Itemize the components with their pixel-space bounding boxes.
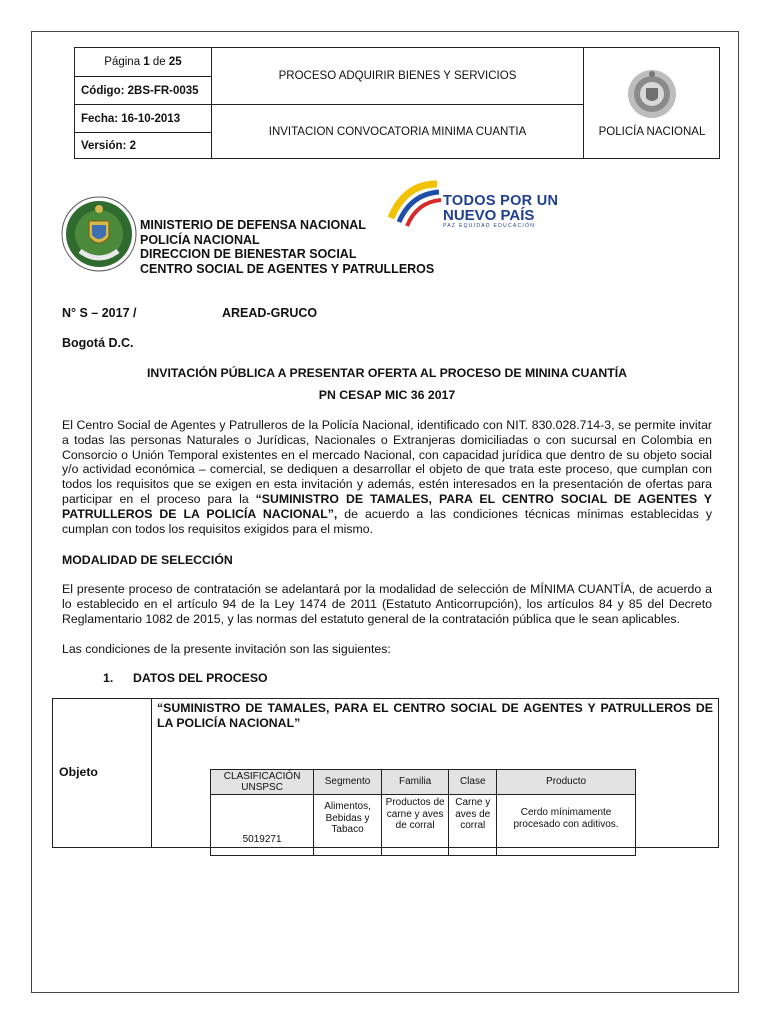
unspsc-header: CLASIFICACIÓN UNSPSC [211,770,314,795]
intro-text-end: de acuerdo a las condiciones técnicas mínimas establecidas y cumplan con todos los requisitos exigidos para el mismo. [62,506,712,536]
org-line: MINISTERIO DE DEFENSA NACIONAL [140,218,366,232]
intro-object-bold: “SUMINISTRO DE TAMALES, PARA EL CENTRO SOCIAL DE AGENTES Y PATRULLEROS DE LA POLICÍA NACIONAL”, [62,491,712,521]
unspsc-code: 5019271 [211,795,314,856]
conditions-text: Las condiciones de la presente invitación son las siguientes: [62,642,391,656]
page-indicator [75,48,211,76]
reference-number: N° S – 2017 / [62,306,137,320]
police-logo-cell [583,48,719,158]
document-code: Código: 2BS-FR-0035 [75,76,211,104]
document-header-table [74,47,720,159]
slogan-line2: NUEVO PAÍS [443,207,535,224]
document-date: Fecha: 16-10-2013 [75,104,211,132]
intro-text: El Centro Social de Agentes y Patrulleros de la Policía Nacional, identificado con NIT. 830.028.714-3, se permite invitar a todas las personas Naturales o Jurídicas, Nacionales o Extranjeras domiciliadas o con sucursal en Colombia en Consorcio o Unión Temporal existentes en el mercado Nacional, con capacidad jurídica que dentro de su objeto social y/o actividad económica – comercial, se dediquen a desarrollar el objeto de que trata este proceso, que cumplan con todos los requisitos que se exigen en esta invitación y además, estén interesados en la presentación de ofertas para participar en el proceso para la [62,418,712,506]
page-total: 25 [168,56,182,68]
document-version: Versión: 2 [75,132,211,158]
unspsc-table [210,769,636,856]
unspsc-data-row [211,795,636,856]
objeto-text: “SUMINISTRO DE TAMALES, PARA EL CENTRO SOCIAL DE AGENTES Y PATRULLEROS DE LA POLICÍA NACIONAL” [157,701,713,730]
unspsc-header-row [211,770,636,795]
process-title: PROCESO ADQUIRIR BIENES Y SERVICIOS [211,48,583,104]
modalidad-paragraph: El presente proceso de contratación se adelantará por la modalidad de selección de MÍNIMA CUANTÍA, de acuerdo a lo establecido en el artículo 94 de la Ley 1474 de 2011 (Estatuto Anticorrupción), los artículos 84 y 85 del Decreto Reglamentario 1082 de 2015, y las normas del estatuto general de la contratación pública que le sean aplicables. [62,582,712,626]
product-header: Producto [497,770,636,795]
class-value: Carne y aves de corral [449,795,497,856]
section-title: DATOS DEL PROCESO [133,671,268,685]
family-value: Productos de carne y aves de corral [381,795,449,856]
ministry-police-emblem-icon [60,195,138,273]
segment-header: Segmento [314,770,382,795]
invitation-title: INVITACION CONVOCATORIA MINIMA CUANTIA [211,104,583,158]
document-subtitle: PN CESAP MIC 36 2017 [318,388,456,402]
city: Bogotá D.C. [62,336,134,350]
datos-divider [151,699,152,847]
modalidad-heading: MODALIDAD DE SELECCIÓN [62,553,233,567]
org-line: POLICÍA NACIONAL [140,232,260,247]
area-code: AREAD-GRUCO [222,306,318,320]
segment-value: Alimentos, Bebidas y Tabaco [314,795,382,856]
police-label: POLICÍA NACIONAL [598,126,706,138]
document-title: INVITACIÓN PÚBLICA A PRESENTAR OFERTA AL PROCESO DE MININA CUANTÍA [146,366,628,380]
intro-paragraph [62,418,712,536]
objeto-label: Objeto [59,765,98,779]
slogan-line3: PAZ EQUIDAD EDUCACIÓN [443,223,536,229]
page-of: de [152,56,166,68]
family-header: Familia [381,770,449,795]
police-emblem-icon [624,66,680,122]
org-line: CENTRO SOCIAL DE AGENTES Y PATRULLEROS [140,261,435,276]
section-number: 1. [103,671,114,685]
organization-block [140,218,434,276]
class-header: Clase [449,770,497,795]
page-number: 1 [143,56,150,68]
page-label: Página [104,56,141,68]
product-value: Cerdo mínimamente procesado con aditivos. [497,795,636,856]
slogan-line1: TODOS POR UN [443,193,559,209]
org-line: DIRECCION DE BIENESTAR SOCIAL [140,247,357,261]
